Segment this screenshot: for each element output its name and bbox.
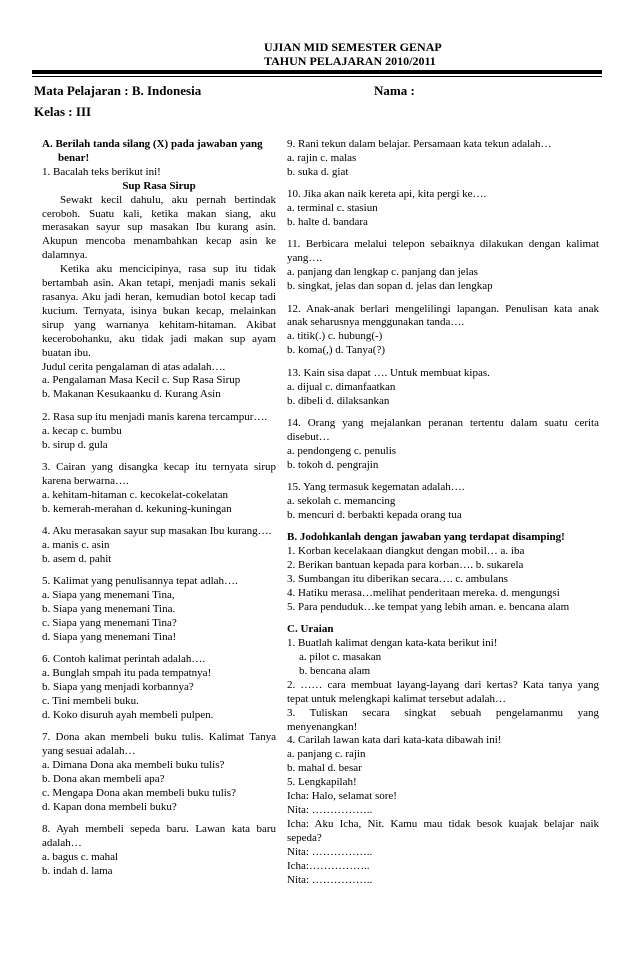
- question-7: 7. Dona akan membeli buku tulis. Kalimat Tanya yang sesuai adalah…: [42, 731, 276, 758]
- option: b. dibeli d. dilaksankan: [287, 394, 390, 407]
- section-c-title: C. Uraian: [287, 623, 334, 636]
- question-6: 6. Contoh kalimat perintah adalah….: [42, 653, 206, 666]
- option: a. kecap c. bumbu: [42, 424, 122, 437]
- question-14: 14. Orang yang mejalankan peranan tertentu dalam suatu cerita disebut…: [287, 416, 599, 443]
- matching-item: 2. Berikan bantuan kepada para korban…. b. sukarela: [287, 559, 524, 572]
- essay-question-3: 3. Tuliskan secara singkat sebuah pengelamanmu yang menyenangkan!: [287, 706, 599, 733]
- subject-label: Mata Pelajaran : B. Indonesia: [34, 83, 202, 98]
- option: b. koma(,) d. Tanya(?): [287, 344, 385, 357]
- option: a. Pengalaman Masa Kecil c. Sup Rasa Sirup: [42, 374, 241, 387]
- option: a. Siapa yang menemani Tina,: [42, 589, 175, 602]
- option: a. Dimana Dona aka membeli buku tulis?: [42, 759, 225, 772]
- exam-year: TAHUN PELAJARAN 2010/2011: [264, 54, 436, 68]
- essay-question-4: 4. Carilah lawan kata dari kata-kata dibawah ini!: [287, 734, 502, 747]
- question-2: 2. Rasa sup itu menjadi manis karena tercampur….: [42, 410, 268, 423]
- essay-question-2: 2. …… cara membuat layang-layang dari kertas? Kata tanya yang tepat untuk melengkapi kalimat tersebut adalah…: [287, 678, 599, 705]
- question-12: 12. Anak-anak berlari mengelilingi lapangan. Penulisan kata anak anak seharusnya menggunakan tanda….: [287, 302, 599, 329]
- left-column: [42, 138, 276, 879]
- option: a. kehitam-hitaman c. kecokelat-cokelatan: [42, 488, 228, 501]
- story-paragraph-2: Ketika aku mencicipinya, rasa sup itu tidak bertambah asin. Akan tetapi, menjadi manis sekali rasanya. Aku jadi heran, kemudian botol kecap tadi kucium. Ternyata, isinya bukan kecap, melainkan sirup yang warnanya kehitam-hitaman. Akibat kecerobohanku, aku tidak jadi makan sup ayam buatan ibu.: [42, 263, 276, 359]
- option: b. Siapa yang menemani Tina.: [42, 603, 176, 616]
- option: a. bagus c. mahal: [42, 851, 119, 864]
- option: b. mahal d. besar: [287, 762, 362, 775]
- question-10: 10. Jika akan naik kereta api, kita pergi ke….: [287, 188, 487, 201]
- option: b. halte d. bandara: [287, 216, 368, 229]
- option: a. pendongeng c. penulis: [287, 444, 397, 457]
- option: a. rajin c. malas: [287, 151, 357, 164]
- dialog-line: Icha: Aku Icha, Nit. Kamu mau tidak besok kuajak belajar naik sepeda?: [287, 817, 599, 844]
- option: a. dijual c. dimanfaatkan: [287, 380, 396, 393]
- option: b. asem d. pahit: [42, 552, 112, 565]
- option: b. singkat, jelas dan sopan d. jelas dan lengkap: [287, 280, 493, 293]
- option: b. suka d. giat: [287, 165, 349, 178]
- question-8: 8. Ayah membeli sepeda baru. Lawan kata baru adalah…: [42, 823, 276, 850]
- option: a. Bunglah smpah itu pada tempatnya!: [42, 667, 212, 680]
- option: b. mencuri d. berbakti kepada orang tua: [287, 508, 462, 521]
- dialog-line: Icha:……………..: [287, 859, 370, 872]
- option: b. Dona akan membeli apa?: [42, 773, 165, 786]
- question-13: 13. Kain sisa dapat …. Untuk membuat kipas.: [287, 366, 490, 379]
- option: a. titik(.) c. hubung(-): [287, 330, 383, 343]
- option: d. Koko disuruh ayah membeli pulpen.: [42, 708, 214, 721]
- option: a. pilot c. masakan: [299, 651, 382, 663]
- question-3: 3. Cairan yang disangka kecap itu ternyata sirup karena berwarna….: [42, 460, 276, 487]
- option: b. kemerah-merahan d. kekuning-kuningan: [42, 502, 232, 515]
- matching-item: 5. Para penduduk…ke tempat yang lebih aman. e. bencana alam: [287, 600, 570, 613]
- name-label: Nama :: [374, 83, 415, 98]
- option: a. terminal c. stasiun: [287, 202, 378, 215]
- essay-question-5: 5. Lengkapilah!: [287, 776, 357, 789]
- option: b. Siapa yang menjadi korbannya?: [42, 681, 194, 694]
- story-paragraph-1: Sewakt kecil dahulu, aku pernah bertindak ceroboh. Suatu kali, ketika makan siang, aku merasakan sayur sup masakan Ibu kurang asin. Akupun mencoba menambahkan kecap asin ke dalamnya.: [42, 193, 276, 262]
- option: b. indah d. lama: [42, 865, 113, 877]
- dialog-line: Nita: ……………..: [287, 845, 373, 858]
- option: a. sekolah c. memancing: [287, 494, 396, 507]
- matching-item: 4. Hatiku merasa…melihat penderitaan mereka. d. mengungsi: [287, 586, 560, 599]
- exam-title: UJIAN MID SEMESTER GENAP: [264, 40, 442, 54]
- matching-item: 3. Sumbangan itu diberikan secara…. c. ambulans: [287, 572, 508, 585]
- option: b. tokoh d. pengrajin: [287, 458, 379, 471]
- question-15: 15. Yang termasuk kegematan adalah….: [287, 481, 465, 494]
- option: b. Makanan Kesukaanku d. Kurang Asin: [42, 388, 221, 401]
- header-rule-thick: [32, 70, 602, 74]
- matching-item: 1. Korban kecelakaan diangkut dengan mobil… a. iba: [287, 545, 525, 558]
- dialog-line: Nita: ……………..: [287, 873, 373, 886]
- essay-question-1: 1. Buatlah kalimat dengan kata-kata berikut ini!: [287, 637, 498, 650]
- option: b. bencana alam: [299, 664, 371, 677]
- header-rule-thin: [32, 76, 602, 77]
- option: a. panjang dan lengkap c. panjang dan jelas: [287, 266, 478, 279]
- class-label: Kelas : III: [34, 104, 92, 119]
- option: d. Siapa yang menemani Tina!: [42, 630, 177, 643]
- question-5: 5. Kalimat yang penulisannya tepat adlah….: [42, 575, 238, 588]
- question-1: 1. Bacalah teks berikut ini!: [42, 165, 161, 178]
- section-b-title: B. Jodohkanlah dengan jawaban yang terdapat disamping!: [287, 531, 565, 544]
- option: c. Tini membeli buku.: [42, 695, 139, 708]
- option: b. sirup d. gula: [42, 438, 108, 451]
- question-11: 11. Berbicara melalui telepon sebaiknya dilakukan dengan kalimat yang….: [287, 238, 599, 265]
- option: c. Mengapa Dona akan membeli buku tulis?: [42, 786, 236, 799]
- section-a-instruction: A. Berilah tanda silang (X) pada jawaban yang benar!: [42, 138, 263, 164]
- option: a. manis c. asin: [42, 538, 110, 551]
- question-9: 9. Rani tekun dalam belajar. Persamaan kata tekun adalah…: [287, 138, 552, 150]
- dialog-line: Nita: ……………..: [287, 803, 373, 816]
- question-1-ask: Judul cerita pengalaman di atas adalah….: [42, 360, 226, 373]
- question-4: 4. Aku merasakan sayur sup masakan Ibu kurang….: [42, 525, 272, 538]
- option: d. Kapan dona membeli buku?: [42, 800, 177, 813]
- option: a. panjang c. rajin: [287, 748, 366, 761]
- right-column: [287, 138, 599, 887]
- story-title: Sup Rasa Sirup: [122, 179, 196, 192]
- dialog-line: Icha: Halo, selamat sore!: [287, 790, 397, 803]
- option: c. Siapa yang menemani Tina?: [42, 617, 177, 629]
